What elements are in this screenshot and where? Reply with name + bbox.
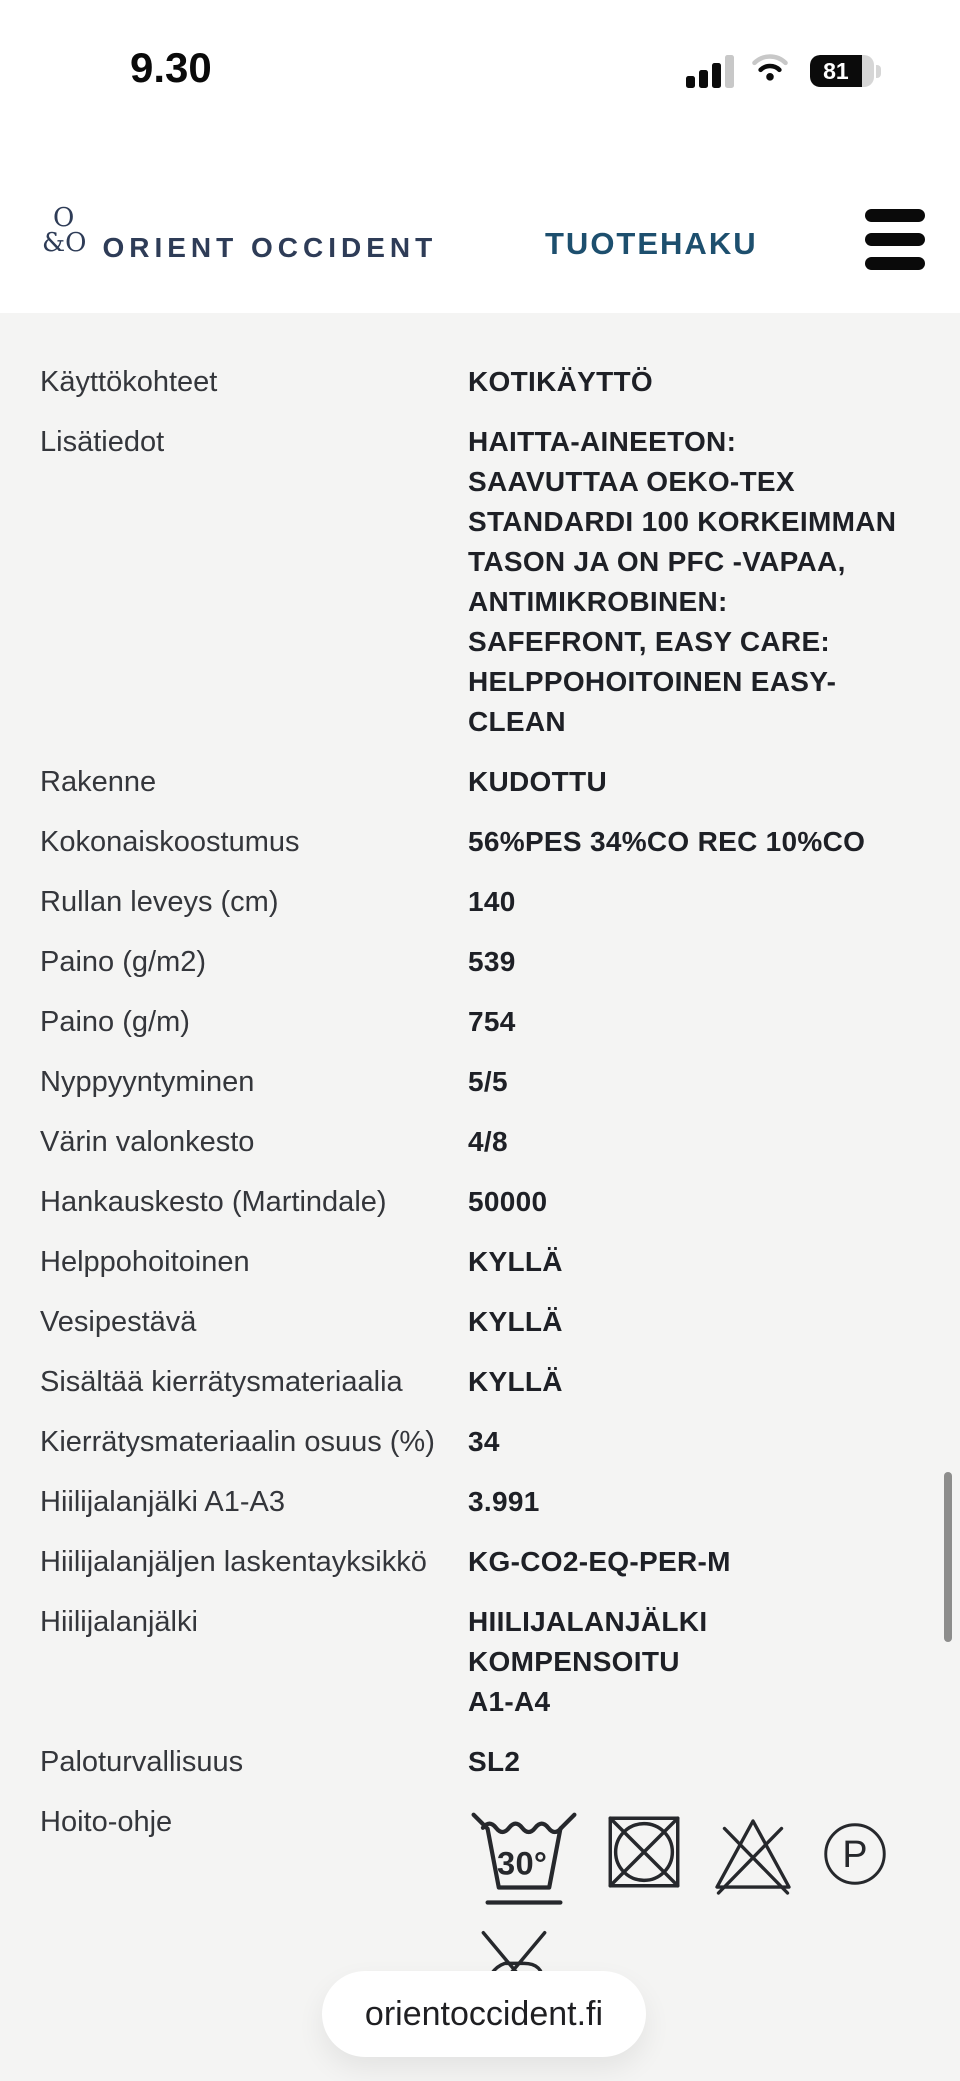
spec-row: [40, 1422, 920, 1462]
spec-label: Rakenne: [40, 766, 157, 798]
site-logo[interactable]: [42, 203, 438, 264]
spec-label: Hankauskesto (Martindale): [40, 1186, 387, 1218]
logo-wordmark: ORIENT OCCIDENT: [102, 232, 438, 263]
spec-value: SL2: [468, 1746, 521, 1777]
dry-clean-p-icon: [816, 1806, 894, 1902]
spec-label: Kierrätysmateriaalin osuus (%): [40, 1426, 435, 1458]
spec-value: KUDOTTU: [468, 766, 607, 797]
spec-row: [40, 1002, 920, 1042]
spec-label: Paloturvallisuus: [40, 1746, 244, 1778]
spec-label: Kokonaiskoostumus: [40, 826, 300, 858]
spec-value-line: HELPPOHOITOINEN EASY-: [468, 666, 837, 697]
spec-label: Käyttökohteet: [40, 366, 218, 398]
battery-percent: 81: [823, 57, 849, 84]
spec-label: Paino (g/m2): [40, 946, 207, 978]
spec-row: [40, 1362, 920, 1402]
spec-value: 50000: [468, 1186, 548, 1217]
spec-row: [40, 1542, 920, 1582]
spec-row: [40, 1742, 920, 1782]
spec-value-line: A1-A4: [468, 1686, 551, 1717]
spec-label: Vesipestävä: [40, 1306, 197, 1338]
svg-text:30°: 30°: [497, 1844, 548, 1882]
spec-label: Hoito-ohje: [40, 1806, 173, 1838]
spec-label: Helppohoitoinen: [40, 1246, 250, 1278]
spec-value-line: ANTIMIKROBINEN:: [468, 586, 728, 617]
spec-label: Hiilijalanjälki: [40, 1606, 198, 1638]
spec-value: KOTIKÄYTTÖ: [468, 366, 653, 397]
do-not-tumble-dry-icon: [598, 1800, 690, 1904]
spec-value: 539: [468, 946, 516, 977]
spec-value: [468, 422, 920, 742]
spec-row: [40, 1602, 920, 1722]
spec-row: [40, 942, 920, 982]
spec-row: [40, 822, 920, 862]
spec-value: 5/5: [468, 1066, 508, 1097]
spec-label: Hiilijalanjäljen laskentayksikkö: [40, 1546, 427, 1578]
scrollbar-thumb[interactable]: [944, 1472, 952, 1642]
spec-value-line: SAFEFRONT, EASY CARE:: [468, 626, 831, 657]
spec-row: [40, 762, 920, 802]
spec-value: 4/8: [468, 1126, 508, 1157]
spec-value: 754: [468, 1006, 516, 1037]
spec-row: [40, 1122, 920, 1162]
address-bar-url: orientoccident.fi: [364, 1994, 604, 2033]
spec-value-line: HAITTA-AINEETON:: [468, 426, 737, 457]
spec-value: 56%PES 34%CO REC 10%CO: [468, 826, 866, 857]
spec-label: Paino (g/m): [40, 1006, 190, 1038]
wifi-icon: [752, 53, 788, 86]
spec-value: KG-CO2-EQ-PER-M: [468, 1546, 731, 1577]
spec-value: KYLLÄ: [468, 1366, 563, 1397]
spec-row: [40, 362, 920, 402]
spec-value-line: STANDARDI 100 KORKEIMMAN: [468, 506, 897, 537]
spec-value: [468, 1602, 920, 1722]
spec-label: Hiilijalanjälki A1-A3: [40, 1486, 285, 1518]
spec-value: KYLLÄ: [468, 1246, 563, 1277]
spec-value-line: SAAVUTTAA OEKO-TEX: [468, 466, 795, 497]
nav-link-tuotehaku[interactable]: TUOTEHAKU: [545, 226, 758, 261]
spec-row: [40, 1242, 920, 1282]
spec-value-line: HIILIJALANJÄLKI KOMPENSOITU: [468, 1606, 708, 1677]
address-bar[interactable]: [322, 1971, 646, 2057]
spec-value: 3.991: [468, 1486, 540, 1517]
wash-30-icon: [468, 1796, 580, 1910]
spec-value: 34: [468, 1426, 500, 1457]
spec-value: KYLLÄ: [468, 1306, 563, 1337]
spec-value-line: CLEAN: [468, 706, 566, 737]
spec-row: [40, 1062, 920, 1102]
spec-value: 140: [468, 886, 516, 917]
header-band: [0, 0, 960, 313]
product-spec-table: [40, 362, 920, 2036]
spec-label: Lisätiedot: [40, 426, 165, 458]
status-time: 9.30: [130, 44, 212, 91]
spec-row: [40, 882, 920, 922]
spec-row: [40, 1482, 920, 1522]
spec-value-line: TASON JA ON PFC -VAPAA,: [468, 546, 846, 577]
spec-label: Nyppyyntyminen: [40, 1066, 255, 1098]
spec-label: Rullan leveys (cm): [40, 886, 279, 918]
spec-label: Värin valonkesto: [40, 1126, 255, 1158]
spec-row: [40, 422, 920, 742]
spec-row: [40, 1182, 920, 1222]
menu-icon[interactable]: [865, 209, 925, 270]
do-not-bleach-icon: [708, 1804, 798, 1904]
battery-icon: [810, 55, 881, 87]
spec-label: Sisältää kierrätysmateriaalia: [40, 1366, 403, 1398]
logo-monogram: O &O: [42, 203, 87, 258]
svg-text:P: P: [842, 1833, 868, 1875]
spec-row: [40, 1302, 920, 1342]
cellular-signal-icon: [686, 54, 734, 88]
